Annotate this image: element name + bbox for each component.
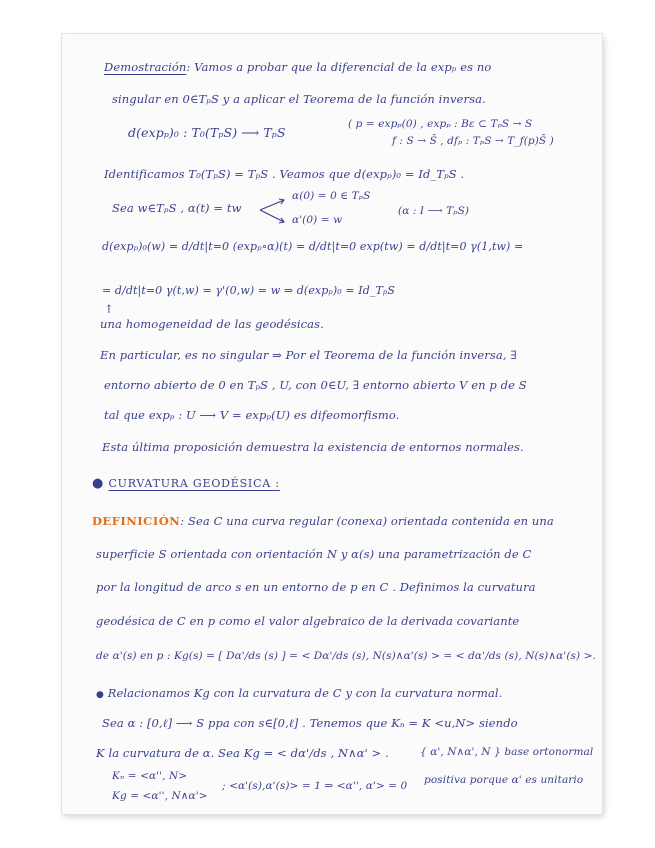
- geodesic-curvature-formula: de α'(s) en p : Kg(s) = [ Dα'/ds (s) ] = < Dα'/ds (s), N(s)∧α'(s) > = < dα'/ds (s), N(s)∧α'(s) >.: [96, 650, 596, 662]
- alpha-domain: (α : I ⟶ TₚS): [398, 205, 470, 217]
- note-line: Identificamos T₀(TₚS) = TₚS . Veamos que d(expₚ)₀ = Id_TₚS .: [104, 167, 465, 181]
- note-line: tal que expₚ : U ⟶ V = expₚ(U) es difeomorfismo.: [104, 408, 400, 422]
- derivation-line-2: = d/dt|t=0 γ(t,w) = γ'(0,w) = w ⇒ d(expₚ)₀ = Id_TₚS: [102, 284, 396, 297]
- side-note-f: f : S → S̄ , dfₚ : TₚS → T_f(p)S̄ ): [392, 135, 554, 147]
- derivation-line-1: d(expₚ)₀(w) = d/dt|t=0 (expₚ∘α)(t) = d/dt|t=0 exp(tw) = d/dt|t=0 γ(1,tw) =: [102, 240, 524, 253]
- branch-top: α(0) = 0 ∈ TₚS: [292, 190, 371, 202]
- definition-text: : Sea C una curva regular (conexa) orientada contenida en una: [180, 514, 554, 528]
- note-line: En particular, es no singular ⇒ Por el Teorema de la función inversa, ∃: [100, 348, 517, 362]
- note-line: superficie S orientada con orientación N y α(s) una parametrización de C: [96, 547, 532, 561]
- note-line: una homogeneidad de las geodésicas.: [100, 317, 324, 331]
- relation-line: [96, 686, 502, 700]
- note-line: geodésica de C en p como el valor algebraico de la derivada covariante: [96, 614, 520, 628]
- note-line: Esta última proposición demuestra la existencia de entornos normales.: [102, 440, 524, 454]
- bullet-icon: ●: [92, 476, 105, 491]
- note-line: singular en 0∈TₚS y a aplicar el Teorema de la función inversa.: [112, 92, 486, 106]
- bullet-icon: ●: [96, 690, 104, 700]
- note-line: Sea α : [0,ℓ] ⟶ S ppa con s∈[0,ℓ] . Tenemos que Kₙ = K <u,N> siendo: [102, 716, 518, 730]
- section-heading: [92, 476, 280, 491]
- proof-intro-text: : Vamos a probar que la diferencial de la expₚ es no: [186, 60, 492, 74]
- side-note-exp: ( p = expₚ(0) , expₚ : Bε ⊂ TₚS → S: [348, 118, 533, 130]
- orthonormal-basis-note: { α', N∧α', N } base ortonormal: [420, 746, 594, 758]
- note-line: por la longitud de arco s en un entorno de p en C . Definimos la curvatura: [96, 580, 536, 594]
- note-line: K la curvatura de α. Sea Kg = < dα'/ds , N∧α' > .: [96, 746, 389, 760]
- up-arrow-icon: ↑: [104, 302, 114, 316]
- notebook-page: [62, 34, 602, 814]
- definition-label: DEFINICIÓN: [92, 514, 181, 528]
- kg-formula: Kg = <α'', N∧α'>: [112, 790, 208, 802]
- differential-map: d(expₚ)₀ : T₀(TₚS) ⟶ TₚS: [128, 125, 286, 140]
- branch-arrows-icon: [258, 196, 288, 226]
- proof-intro-line: [104, 60, 491, 74]
- note-line: Sea w∈TₚS , α(t) = tw: [112, 201, 242, 215]
- unit-speed-note: ; <α'(s),α'(s)> = 1 ⇒ <α'', α'> = 0: [222, 780, 408, 792]
- definition-line: [92, 514, 554, 528]
- section-title: CURVATURA GEODÉSICA :: [108, 477, 280, 490]
- proof-heading: Demostración: [104, 60, 187, 74]
- note-line: entorno abierto de 0 en TₚS , U, con 0∈U, ∃ entorno abierto V en p de S: [104, 378, 527, 392]
- relation-text: Relacionamos Kg con la curvatura de C y con la curvatura normal.: [107, 686, 503, 700]
- normal-curvature-formula: Kₙ = <α'', N>: [112, 770, 188, 782]
- positive-note: positiva porque α' es unitario: [424, 774, 584, 786]
- branch-bottom: α'(0) = w: [292, 214, 343, 226]
